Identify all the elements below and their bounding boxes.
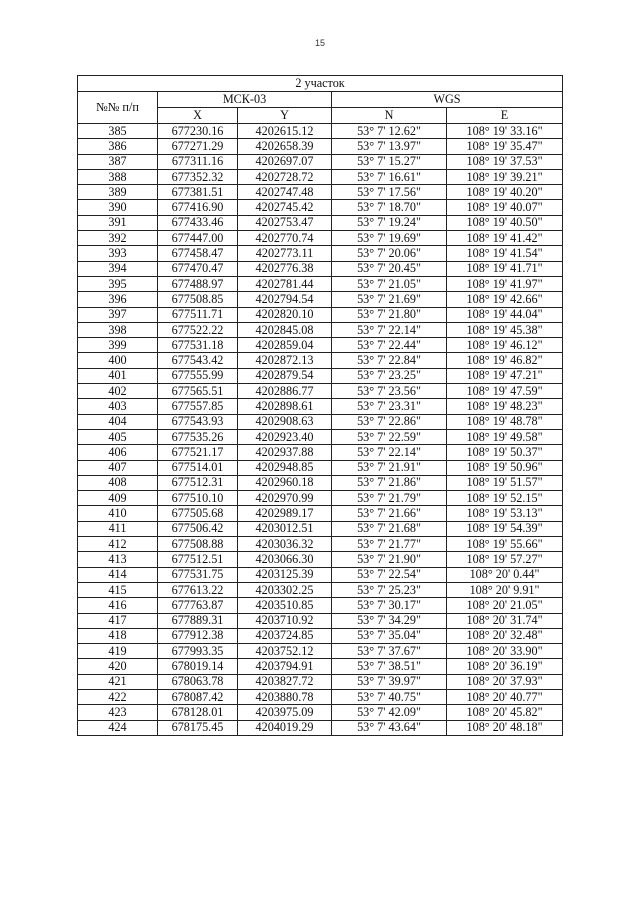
cell-wgs-n: 53° 7' 34.29" [332,613,447,628]
cell-wgs-e: 108° 19' 47.59" [447,384,563,399]
cell-msk-y: 4203724.85 [238,628,332,643]
cell-msk-y: 4202753.47 [238,215,332,230]
cell-wgs-e: 108° 19' 39.21" [447,169,563,184]
cell-msk-y: 4202908.63 [238,414,332,429]
cell-msk-x: 677512.51 [158,552,238,567]
table-row [78,322,563,337]
table-row [78,261,563,276]
cell-msk-x: 677543.42 [158,353,238,368]
cell-point-number: 415 [78,582,158,597]
table-row [78,154,563,169]
cell-wgs-n: 53° 7' 13.97" [332,139,447,154]
cell-msk-y: 4202989.17 [238,506,332,521]
column-header-n: N [332,108,447,124]
cell-wgs-e: 108° 19' 51.57" [447,475,563,490]
cell-msk-y: 4203794.91 [238,659,332,674]
table-title: 2 участок [78,76,563,92]
cell-point-number: 404 [78,414,158,429]
cell-msk-y: 4202937.88 [238,445,332,460]
cell-msk-y: 4202728.72 [238,169,332,184]
table-row [78,537,563,552]
cell-msk-x: 678128.01 [158,705,238,720]
cell-msk-x: 677271.29 [158,139,238,154]
cell-msk-x: 678175.45 [158,720,238,735]
cell-wgs-e: 108° 19' 47.21" [447,368,563,383]
cell-wgs-e: 108° 20' 45.82" [447,705,563,720]
cell-wgs-e: 108° 19' 50.37" [447,445,563,460]
cell-msk-x: 677381.51 [158,185,238,200]
table-row [78,491,563,506]
cell-point-number: 398 [78,322,158,337]
cell-msk-x: 677763.87 [158,598,238,613]
cell-msk-x: 677311.16 [158,154,238,169]
cell-msk-y: 4202697.07 [238,154,332,169]
cell-wgs-e: 108° 19' 46.12" [447,338,563,353]
table-row [78,598,563,613]
cell-wgs-n: 53° 7' 21.68" [332,521,447,536]
cell-wgs-n: 53° 7' 42.09" [332,705,447,720]
cell-point-number: 389 [78,185,158,200]
cell-wgs-n: 53° 7' 22.86" [332,414,447,429]
cell-point-number: 395 [78,276,158,291]
cell-wgs-n: 53° 7' 38.51" [332,659,447,674]
cell-msk-x: 677352.32 [158,169,238,184]
table-row [78,414,563,429]
cell-wgs-e: 108° 20' 37.93" [447,674,563,689]
column-header-e: E [447,108,563,124]
cell-msk-y: 4202770.74 [238,231,332,246]
cell-msk-x: 677506.42 [158,521,238,536]
table-row [78,689,563,704]
table-row [78,674,563,689]
cell-msk-x: 678019.14 [158,659,238,674]
cell-wgs-e: 108° 19' 40.20" [447,185,563,200]
cell-msk-x: 677912.38 [158,628,238,643]
table-body [78,124,563,736]
cell-wgs-e: 108° 19' 41.97" [447,276,563,291]
cell-wgs-e: 108° 20' 40.77" [447,689,563,704]
cell-wgs-e: 108° 19' 53.13" [447,506,563,521]
cell-wgs-n: 53° 7' 20.45" [332,261,447,276]
cell-msk-y: 4202745.42 [238,200,332,215]
table-row [78,384,563,399]
cell-msk-y: 4202773.11 [238,246,332,261]
cell-msk-y: 4202970.99 [238,491,332,506]
cell-wgs-n: 53° 7' 21.05" [332,276,447,291]
cell-wgs-n: 53° 7' 22.54" [332,567,447,582]
column-header-number: №№ п/п [78,92,158,124]
cell-msk-x: 677531.18 [158,338,238,353]
cell-point-number: 385 [78,124,158,139]
cell-wgs-n: 53° 7' 19.24" [332,215,447,230]
cell-point-number: 390 [78,200,158,215]
cell-msk-y: 4202776.38 [238,261,332,276]
cell-point-number: 388 [78,169,158,184]
cell-point-number: 396 [78,292,158,307]
cell-point-number: 414 [78,567,158,582]
cell-msk-y: 4202960.18 [238,475,332,490]
cell-wgs-e: 108° 20' 21.05" [447,598,563,613]
cell-wgs-n: 53° 7' 22.14" [332,322,447,337]
cell-point-number: 421 [78,674,158,689]
table-row [78,720,563,735]
cell-point-number: 408 [78,475,158,490]
cell-msk-x: 677557.85 [158,399,238,414]
cell-msk-x: 677470.47 [158,261,238,276]
cell-msk-y: 4202923.40 [238,429,332,444]
cell-point-number: 393 [78,246,158,261]
cell-msk-y: 4203880.78 [238,689,332,704]
cell-point-number: 423 [78,705,158,720]
table-row [78,659,563,674]
cell-wgs-e: 108° 20' 48.18" [447,720,563,735]
cell-wgs-e: 108° 19' 46.82" [447,353,563,368]
table-row [78,139,563,154]
cell-wgs-n: 53° 7' 17.56" [332,185,447,200]
table-row [78,307,563,322]
cell-wgs-n: 53° 7' 15.27" [332,154,447,169]
cell-msk-x: 677488.97 [158,276,238,291]
cell-wgs-e: 108° 19' 33.16" [447,124,563,139]
cell-wgs-n: 53° 7' 21.90" [332,552,447,567]
cell-msk-x: 678087.42 [158,689,238,704]
column-header-x: X [158,108,238,124]
cell-wgs-n: 53° 7' 22.44" [332,338,447,353]
cell-wgs-n: 53° 7' 25.23" [332,582,447,597]
cell-point-number: 406 [78,445,158,460]
cell-msk-x: 677508.88 [158,537,238,552]
cell-wgs-n: 53° 7' 30.17" [332,598,447,613]
cell-wgs-n: 53° 7' 21.77" [332,537,447,552]
table-row [78,169,563,184]
cell-point-number: 407 [78,460,158,475]
cell-msk-x: 678063.78 [158,674,238,689]
cell-msk-x: 677230.16 [158,124,238,139]
cell-wgs-n: 53° 7' 12.62" [332,124,447,139]
cell-msk-y: 4202615.12 [238,124,332,139]
cell-msk-x: 677505.68 [158,506,238,521]
cell-point-number: 405 [78,429,158,444]
cell-msk-y: 4202859.04 [238,338,332,353]
cell-point-number: 401 [78,368,158,383]
cell-wgs-n: 53° 7' 21.86" [332,475,447,490]
cell-wgs-e: 108° 19' 35.47" [447,139,563,154]
cell-wgs-e: 108° 19' 40.07" [447,200,563,215]
cell-msk-x: 677511.71 [158,307,238,322]
cell-msk-y: 4202886.77 [238,384,332,399]
column-header-y: Y [238,108,332,124]
cell-msk-x: 677531.75 [158,567,238,582]
cell-point-number: 424 [78,720,158,735]
cell-point-number: 417 [78,613,158,628]
cell-msk-y: 4202845.08 [238,322,332,337]
cell-msk-y: 4204019.29 [238,720,332,735]
cell-msk-y: 4203510.85 [238,598,332,613]
cell-wgs-e: 108° 20' 9.91" [447,582,563,597]
cell-msk-y: 4202948.85 [238,460,332,475]
cell-wgs-e: 108° 19' 40.50" [447,215,563,230]
cell-wgs-e: 108° 19' 54.39" [447,521,563,536]
table-row [78,246,563,261]
cell-wgs-e: 108° 19' 50.96" [447,460,563,475]
cell-msk-x: 677433.46 [158,215,238,230]
cell-msk-x: 677543.93 [158,414,238,429]
cell-point-number: 397 [78,307,158,322]
cell-wgs-e: 108° 19' 37.53" [447,154,563,169]
cell-wgs-e: 108° 19' 41.71" [447,261,563,276]
cell-msk-x: 677447.00 [158,231,238,246]
cell-msk-x: 677613.22 [158,582,238,597]
table-row [78,231,563,246]
table-row [78,521,563,536]
cell-msk-x: 677535.26 [158,429,238,444]
cell-wgs-e: 108° 20' 31.74" [447,613,563,628]
cell-wgs-n: 53° 7' 22.14" [332,445,447,460]
cell-wgs-n: 53° 7' 19.69" [332,231,447,246]
column-group-msk: МСК-03 [158,92,332,108]
cell-msk-x: 677508.85 [158,292,238,307]
cell-wgs-n: 53° 7' 22.59" [332,429,447,444]
cell-point-number: 419 [78,644,158,659]
cell-msk-x: 677522.22 [158,322,238,337]
cell-point-number: 399 [78,338,158,353]
cell-msk-x: 677510.10 [158,491,238,506]
table-row [78,200,563,215]
table-row [78,506,563,521]
cell-wgs-e: 108° 19' 42.66" [447,292,563,307]
cell-msk-y: 4202898.61 [238,399,332,414]
cell-wgs-n: 53° 7' 35.04" [332,628,447,643]
cell-wgs-e: 108° 19' 41.42" [447,231,563,246]
cell-wgs-n: 53° 7' 37.67" [332,644,447,659]
table-row [78,582,563,597]
page-number: 15 [314,38,325,48]
cell-msk-y: 4203036.32 [238,537,332,552]
table-row [78,353,563,368]
cell-wgs-n: 53° 7' 21.69" [332,292,447,307]
table-row [78,276,563,291]
cell-wgs-n: 53° 7' 23.25" [332,368,447,383]
cell-point-number: 403 [78,399,158,414]
table-row [78,460,563,475]
table-row [78,613,563,628]
cell-wgs-e: 108° 19' 52.15" [447,491,563,506]
table-row [78,292,563,307]
cell-msk-x: 677514.01 [158,460,238,475]
cell-wgs-e: 108° 20' 33.90" [447,644,563,659]
cell-point-number: 391 [78,215,158,230]
cell-msk-x: 677993.35 [158,644,238,659]
cell-point-number: 394 [78,261,158,276]
cell-wgs-e: 108° 19' 48.78" [447,414,563,429]
cell-msk-y: 4202658.39 [238,139,332,154]
cell-msk-x: 677416.90 [158,200,238,215]
table-row [78,628,563,643]
cell-msk-x: 677555.99 [158,368,238,383]
cell-msk-x: 677565.51 [158,384,238,399]
table-row [78,552,563,567]
table-row [78,399,563,414]
cell-wgs-e: 108° 19' 45.38" [447,322,563,337]
cell-wgs-n: 53° 7' 23.31" [332,399,447,414]
cell-wgs-n: 53° 7' 40.75" [332,689,447,704]
cell-wgs-e: 108° 19' 41.54" [447,246,563,261]
table-row [78,338,563,353]
cell-point-number: 413 [78,552,158,567]
cell-msk-y: 4202879.54 [238,368,332,383]
cell-point-number: 411 [78,521,158,536]
cell-msk-x: 677889.31 [158,613,238,628]
cell-msk-y: 4202747.48 [238,185,332,200]
cell-point-number: 387 [78,154,158,169]
cell-msk-y: 4202872.13 [238,353,332,368]
table-row [78,644,563,659]
cell-point-number: 420 [78,659,158,674]
cell-wgs-n: 53° 7' 16.61" [332,169,447,184]
table-row [78,475,563,490]
cell-wgs-e: 108° 19' 49.58" [447,429,563,444]
cell-point-number: 422 [78,689,158,704]
cell-wgs-n: 53° 7' 18.70" [332,200,447,215]
table-row [78,185,563,200]
cell-wgs-e: 108° 20' 36.19" [447,659,563,674]
cell-point-number: 418 [78,628,158,643]
cell-msk-y: 4203752.12 [238,644,332,659]
cell-point-number: 386 [78,139,158,154]
cell-wgs-n: 53° 7' 21.80" [332,307,447,322]
coordinates-table [77,75,563,736]
cell-msk-y: 4203975.09 [238,705,332,720]
cell-wgs-e: 108° 19' 55.66" [447,537,563,552]
cell-msk-y: 4202820.10 [238,307,332,322]
cell-msk-x: 677458.47 [158,246,238,261]
cell-wgs-n: 53° 7' 21.66" [332,506,447,521]
cell-wgs-n: 53° 7' 23.56" [332,384,447,399]
cell-point-number: 392 [78,231,158,246]
cell-msk-y: 4202781.44 [238,276,332,291]
cell-wgs-n: 53° 7' 43.64" [332,720,447,735]
cell-wgs-e: 108° 19' 57.27" [447,552,563,567]
cell-msk-y: 4203125.39 [238,567,332,582]
cell-point-number: 409 [78,491,158,506]
cell-point-number: 412 [78,537,158,552]
column-group-wgs: WGS [332,92,563,108]
cell-wgs-e: 108° 20' 32.48" [447,628,563,643]
cell-wgs-e: 108° 20' 0.44" [447,567,563,582]
cell-msk-x: 677521.17 [158,445,238,460]
cell-msk-y: 4203302.25 [238,582,332,597]
table-row [78,215,563,230]
cell-msk-y: 4203012.51 [238,521,332,536]
cell-msk-y: 4203710.92 [238,613,332,628]
cell-msk-y: 4203827.72 [238,674,332,689]
table-row [78,705,563,720]
cell-msk-x: 677512.31 [158,475,238,490]
cell-msk-y: 4202794.54 [238,292,332,307]
table-row [78,124,563,139]
cell-wgs-n: 53° 7' 21.79" [332,491,447,506]
cell-point-number: 400 [78,353,158,368]
cell-wgs-n: 53° 7' 21.91" [332,460,447,475]
cell-point-number: 402 [78,384,158,399]
cell-point-number: 416 [78,598,158,613]
table-row [78,567,563,582]
cell-wgs-n: 53° 7' 39.97" [332,674,447,689]
table-row [78,429,563,444]
cell-point-number: 410 [78,506,158,521]
cell-wgs-n: 53° 7' 20.06" [332,246,447,261]
table-row [78,368,563,383]
cell-msk-y: 4203066.30 [238,552,332,567]
table-row [78,445,563,460]
cell-wgs-n: 53° 7' 22.84" [332,353,447,368]
cell-wgs-e: 108° 19' 44.04" [447,307,563,322]
cell-wgs-e: 108° 19' 48.23" [447,399,563,414]
